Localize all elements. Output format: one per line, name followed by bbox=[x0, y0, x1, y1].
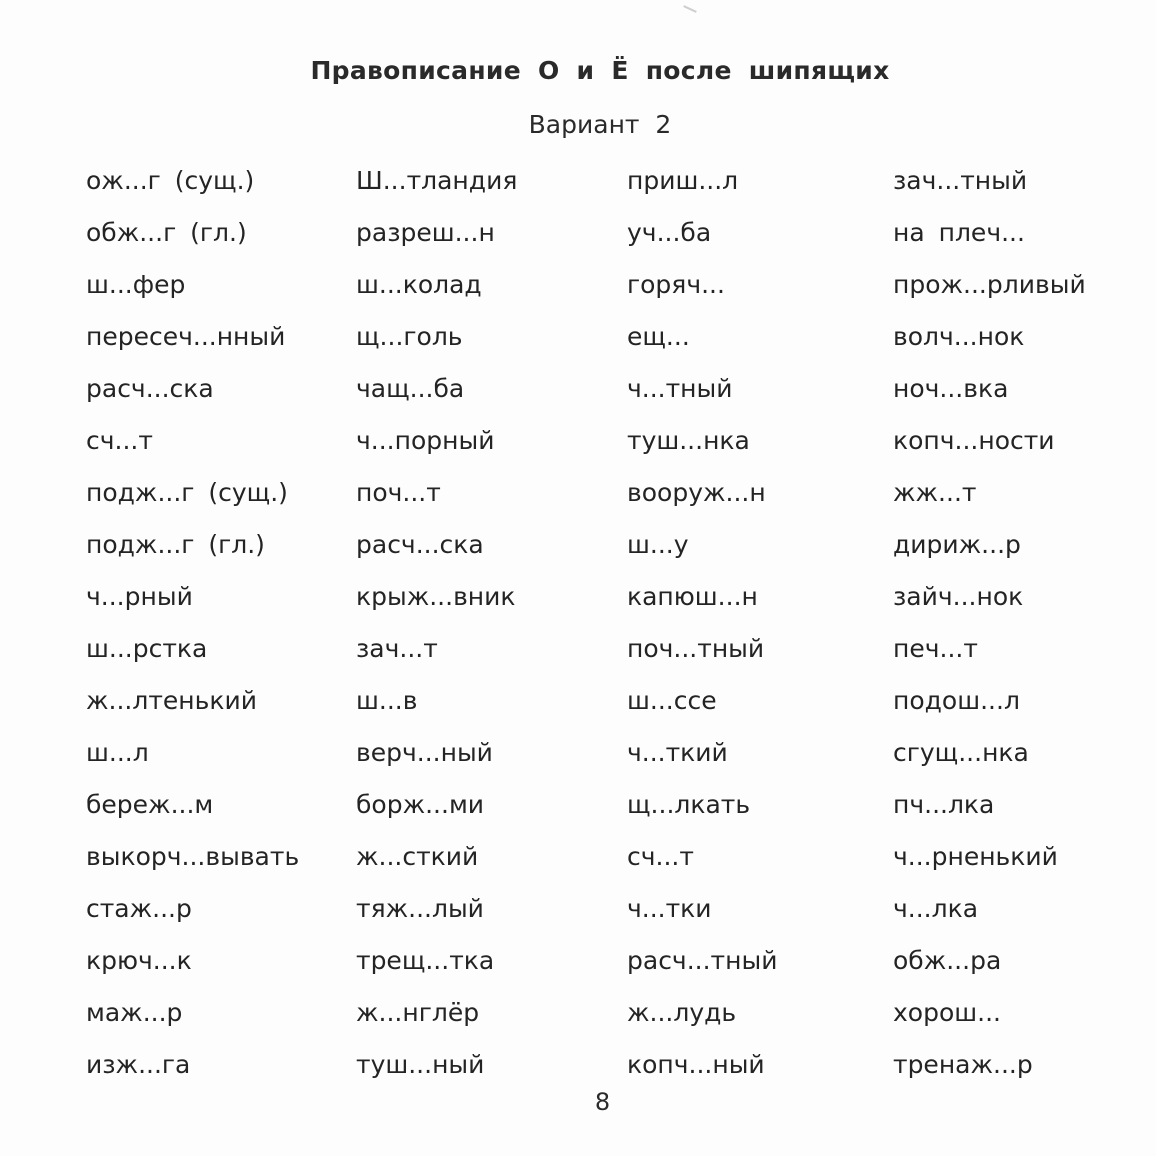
word-item: чащ...ба bbox=[356, 374, 465, 403]
word-item: копч...ный bbox=[627, 1050, 765, 1079]
word-item: дириж...р bbox=[893, 530, 1021, 559]
scan-artifact bbox=[683, 5, 697, 13]
word-item: ж...сткий bbox=[356, 842, 479, 871]
word-column-4 bbox=[893, 160, 1086, 1096]
word-item: сч...т bbox=[627, 842, 694, 871]
word-item: крыж...вник bbox=[356, 582, 516, 611]
word-item: ч...порный bbox=[356, 426, 495, 455]
word-item: поч...т bbox=[356, 478, 441, 507]
word-item: маж...р bbox=[86, 998, 183, 1027]
page-number: 8 bbox=[594, 1088, 611, 1116]
word-item: разреш...н bbox=[356, 218, 495, 247]
word-item: подж...г (сущ.) bbox=[86, 478, 288, 507]
word-item: расч...ска bbox=[86, 374, 214, 403]
word-item: зач...т bbox=[356, 634, 438, 663]
word-item: печ...т bbox=[893, 634, 978, 663]
word-item: береж...м bbox=[86, 790, 214, 819]
word-item: приш...л bbox=[627, 166, 739, 195]
word-item: ч...тный bbox=[627, 374, 733, 403]
word-item: крюч...к bbox=[86, 946, 192, 975]
word-item: копч...ности bbox=[893, 426, 1055, 455]
word-item: зач...тный bbox=[893, 166, 1028, 195]
word-item: волч...нок bbox=[893, 322, 1025, 351]
variant-label: Вариант 2 bbox=[528, 110, 672, 139]
word-item: ож...г (сущ.) bbox=[86, 166, 255, 195]
word-columns bbox=[0, 160, 1156, 1090]
word-item: обж...г (гл.) bbox=[86, 218, 247, 247]
word-item: ноч...вка bbox=[893, 374, 1009, 403]
word-item: ш...в bbox=[356, 686, 418, 715]
word-item: ч...лка bbox=[893, 894, 979, 923]
word-item: ш...л bbox=[86, 738, 149, 767]
word-item: прож...рливый bbox=[893, 270, 1086, 299]
word-item: ч...ткий bbox=[627, 738, 728, 767]
word-item: щ...голь bbox=[356, 322, 463, 351]
word-item: тяж...лый bbox=[356, 894, 484, 923]
word-item: верч...ный bbox=[356, 738, 493, 767]
word-item: туш...нка bbox=[627, 426, 750, 455]
word-item: подж...г (гл.) bbox=[86, 530, 265, 559]
word-item: расч...ска bbox=[356, 530, 484, 559]
word-item: ж...лудь bbox=[627, 998, 737, 1027]
word-item: поч...тный bbox=[627, 634, 765, 663]
word-item: пч...лка bbox=[893, 790, 995, 819]
word-item: ж...лтенький bbox=[86, 686, 257, 715]
word-item: жж...т bbox=[893, 478, 977, 507]
word-item: изж...га bbox=[86, 1050, 191, 1079]
word-item: сч...т bbox=[86, 426, 153, 455]
word-item: капюш...н bbox=[627, 582, 758, 611]
word-item: горяч... bbox=[627, 270, 725, 299]
word-item: стаж...р bbox=[86, 894, 192, 923]
word-item: Ш...тландия bbox=[356, 166, 518, 195]
word-item: вооруж...н bbox=[627, 478, 766, 507]
word-item: ш...рстка bbox=[86, 634, 208, 663]
word-column-1 bbox=[86, 160, 299, 1096]
word-item: тренаж...р bbox=[893, 1050, 1033, 1079]
word-item: туш...ный bbox=[356, 1050, 485, 1079]
word-item: ш...колад bbox=[356, 270, 482, 299]
word-item: трещ...тка bbox=[356, 946, 495, 975]
word-item: ч...рненький bbox=[893, 842, 1058, 871]
word-item: выкорч...вывать bbox=[86, 842, 300, 871]
page-title: Правописание О и Ё после шипящих bbox=[310, 56, 890, 85]
word-item: хорош... bbox=[893, 998, 1001, 1027]
word-item: ш...у bbox=[627, 530, 689, 559]
word-item: расч...тный bbox=[627, 946, 778, 975]
word-item: обж...ра bbox=[893, 946, 1002, 975]
word-column-3 bbox=[627, 160, 777, 1096]
word-item: ещ... bbox=[627, 322, 690, 351]
word-item: пересеч...нный bbox=[86, 322, 286, 351]
word-item: борж...ми bbox=[356, 790, 485, 819]
word-item: ч...тки bbox=[627, 894, 712, 923]
word-item: ж...нглёр bbox=[356, 998, 480, 1027]
word-item: ш...ссе bbox=[627, 686, 717, 715]
word-item: уч...ба bbox=[627, 218, 712, 247]
word-item: сгущ...нка bbox=[893, 738, 1029, 767]
word-column-2 bbox=[356, 160, 517, 1096]
word-item: на плеч... bbox=[893, 218, 1025, 247]
word-item: ш...фер bbox=[86, 270, 186, 299]
word-item: подош...л bbox=[893, 686, 1020, 715]
word-item: зайч...нок bbox=[893, 582, 1024, 611]
word-item: щ...лкать bbox=[627, 790, 751, 819]
word-item: ч...рный bbox=[86, 582, 193, 611]
